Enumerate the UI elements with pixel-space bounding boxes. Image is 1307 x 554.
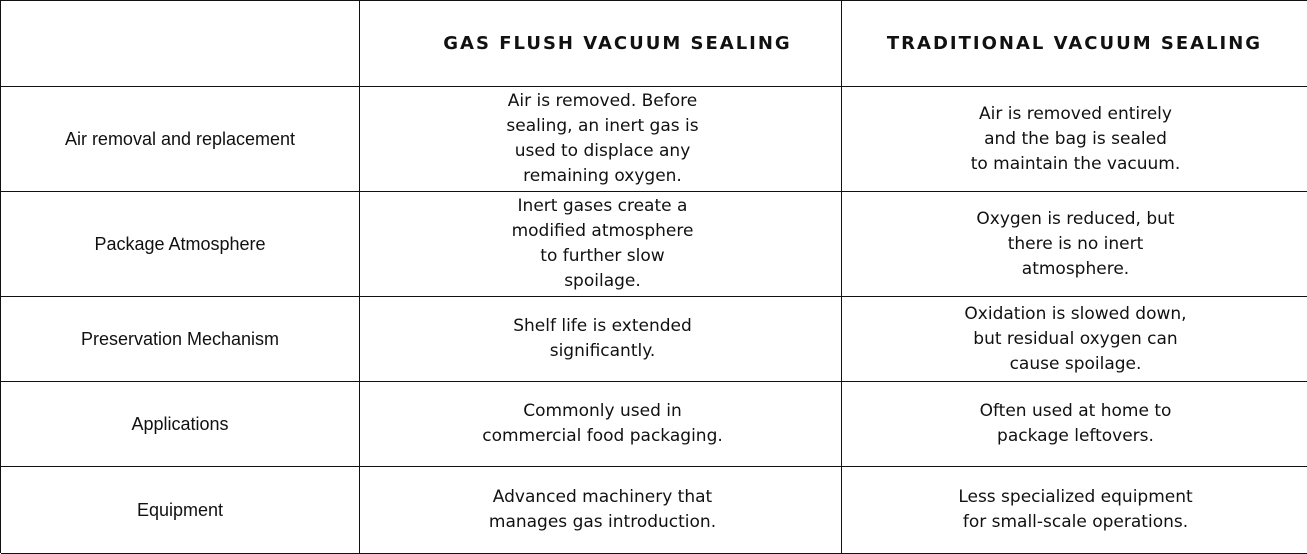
cell-text: Commonly used in commercial food packaging. (482, 401, 723, 446)
cell-preservation-mechanism-traditional (842, 297, 1307, 382)
cell-text: Often used at home to package leftovers. (979, 401, 1172, 446)
cell-equipment-traditional (842, 467, 1307, 554)
row-label-applications (1, 382, 360, 467)
cell-air-removal-gas-flush (360, 87, 842, 192)
cell-text: Inert gases create a modified atmosphere to further slow spoilage. (511, 196, 694, 291)
cell-text: Less specialized equipment for small-scale operations. (958, 487, 1193, 532)
row-label-text: Equipment (136, 499, 224, 520)
cell-text: Oxidation is slowed down, but residual oxygen can cause spoilage. (964, 303, 1187, 374)
cell-text: Oxygen is reduced, but there is no inert atmosphere. (976, 208, 1175, 279)
header-traditional-label: TRADITIONAL VACUUM SEALING (886, 33, 1263, 54)
row-label-air-removal (1, 87, 360, 192)
cell-package-atmosphere-traditional (842, 192, 1307, 297)
cell-air-removal-traditional (842, 87, 1307, 192)
cell-applications-traditional (842, 382, 1307, 467)
cell-equipment-gas-flush (360, 467, 842, 554)
row-label-preservation-mechanism (1, 297, 360, 382)
cell-package-atmosphere-gas-flush (360, 192, 842, 297)
cell-text: Shelf life is extended significantly. (513, 316, 692, 361)
row-label-package-atmosphere (1, 192, 360, 297)
row-label-text: Applications (131, 413, 229, 434)
header-corner-cell (1, 1, 360, 87)
cell-text: Advanced machinery that manages gas introduction. (488, 487, 717, 532)
header-gas-flush-label: GAS FLUSH VACUUM SEALING (443, 33, 792, 54)
cell-text: Air is removed. Before sealing, an inert gas is used to displace any remaining oxygen. (506, 91, 699, 186)
row-label-text: Preservation Mechanism (80, 328, 280, 349)
cell-applications-gas-flush (360, 382, 842, 467)
row-label-text: Air removal and replacement (64, 128, 296, 149)
cell-text: Air is removed entirely and the bag is sealed to maintain the vacuum. (970, 103, 1181, 174)
header-gas-flush (360, 1, 842, 87)
row-label-equipment (1, 467, 360, 554)
header-traditional (842, 1, 1307, 87)
cell-preservation-mechanism-gas-flush (360, 297, 842, 382)
row-label-text: Package Atmosphere (94, 233, 266, 254)
